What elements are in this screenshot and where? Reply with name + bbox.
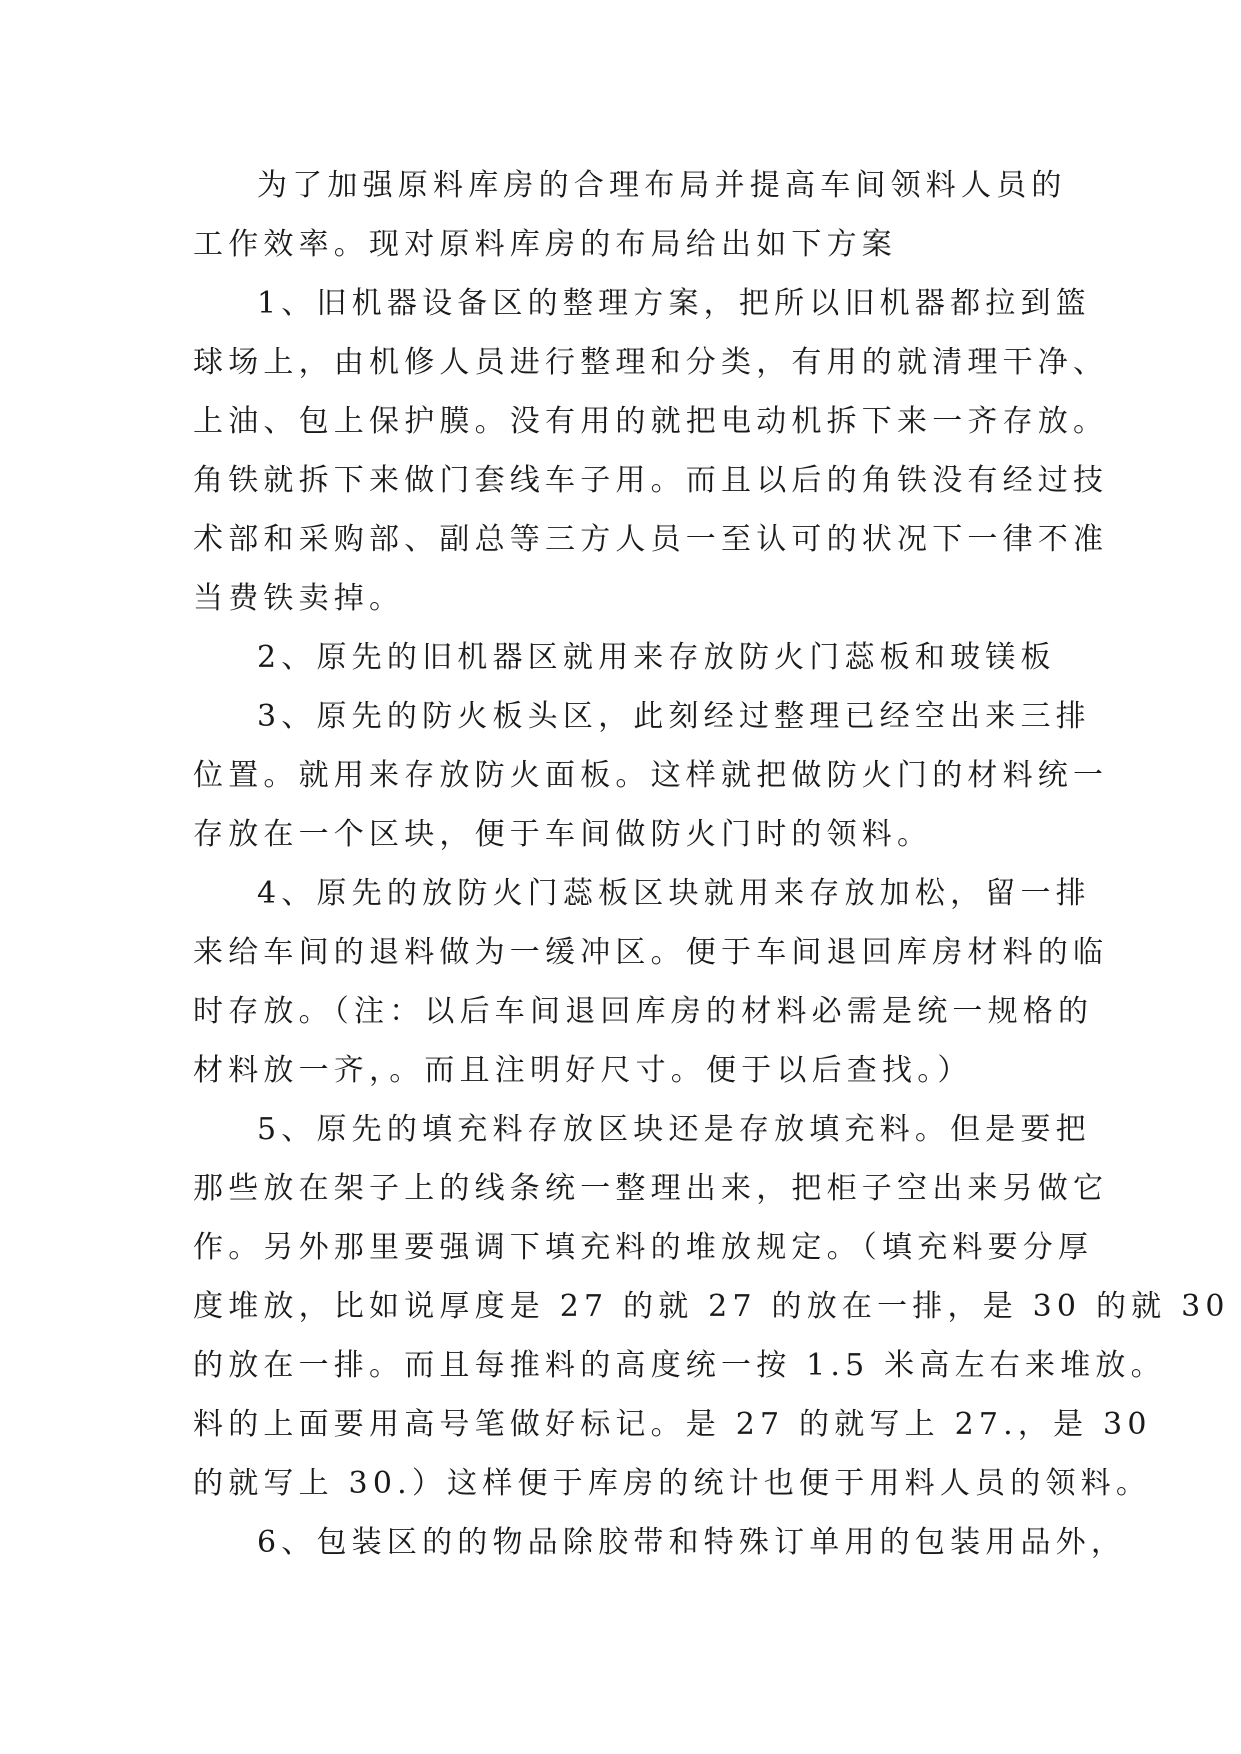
paragraph-item-5: [193, 1100, 1230, 1513]
text-line: 那些放在架子上的线条统一整理出来，把柜子空出来另做它: [193, 1171, 1109, 1206]
text-line: 存放在一个区块，便于车间做防火门时的领料。: [193, 817, 933, 852]
text-line: 1、旧机器设备区的整理方案，把所以旧机器都拉到篮: [257, 286, 1091, 321]
text-line: 的就写上 30.）这样便于库房的统计也便于用料人员的领料。: [193, 1466, 1152, 1501]
paragraph-item-2: [193, 628, 1056, 687]
text-line: 2、原先的旧机器区就用来存放防火门蕊板和玻镁板: [257, 640, 1056, 675]
text-line: 4、原先的放防火门蕊板区块就用来存放加松，留一排: [257, 876, 1091, 911]
text-line: 角铁就拆下来做门套线车子用。而且以后的角铁没有经过技: [193, 463, 1109, 498]
text-line: 料的上面要用高号笔做好标记。是 27 的就写上 27.，是 30: [193, 1407, 1152, 1442]
paragraph-item-3: [193, 687, 1109, 864]
text-line: 上油、包上保护膜。没有用的就把电动机拆下来一齐存放。: [193, 404, 1109, 439]
document-body: [193, 156, 1230, 1572]
paragraph-item-6: [193, 1513, 1127, 1572]
text-line: 5、原先的填充料存放区块还是存放填充料。但是要把: [257, 1112, 1091, 1147]
text-line: 度堆放，比如说厚度是 27 的就 27 的放在一排，是 30 的就 30: [193, 1289, 1230, 1324]
text-line: 位置。就用来存放防火面板。这样就把做防火门的材料统一: [193, 758, 1109, 793]
text-line: 材料放一齐，。而且注明好尺寸。便于以后查找。）: [193, 1053, 973, 1088]
text-line: 术部和采购部、副总等三方人员一至认可的状况下一律不准: [193, 522, 1109, 557]
paragraph-item-1: [193, 274, 1109, 628]
paragraph-item-4: [193, 864, 1109, 1100]
text-line: 来给车间的退料做为一缓冲区。便于车间退回库房材料的临: [193, 935, 1109, 970]
text-line: 3、原先的防火板头区，此刻经过整理已经空出来三排: [257, 699, 1091, 734]
text-line: 当费铁卖掉。: [193, 581, 405, 616]
text-line: 时存放。（注：以后车间退回库房的材料必需是统一规格的: [193, 994, 1094, 1029]
text-line: 作。另外那里要强调下填充料的堆放规定。（填充料要分厚: [193, 1230, 1094, 1265]
text-line: 6、包装区的的物品除胶带和特殊订单用的包装用品外，: [257, 1525, 1127, 1560]
text-line: 球场上，由机修人员进行整理和分类，有用的就清理干净、: [193, 345, 1109, 380]
paragraph-intro: [193, 156, 1067, 274]
text-line: 的放在一排。而且每推料的高度统一按 1.5 米高左右来堆放。: [193, 1348, 1166, 1383]
text-line: 为了加强原料库房的合理布局并提高车间领料人员的: [257, 168, 1067, 203]
text-line: 工作效率。现对原料库房的布局给出如下方案: [193, 227, 897, 262]
